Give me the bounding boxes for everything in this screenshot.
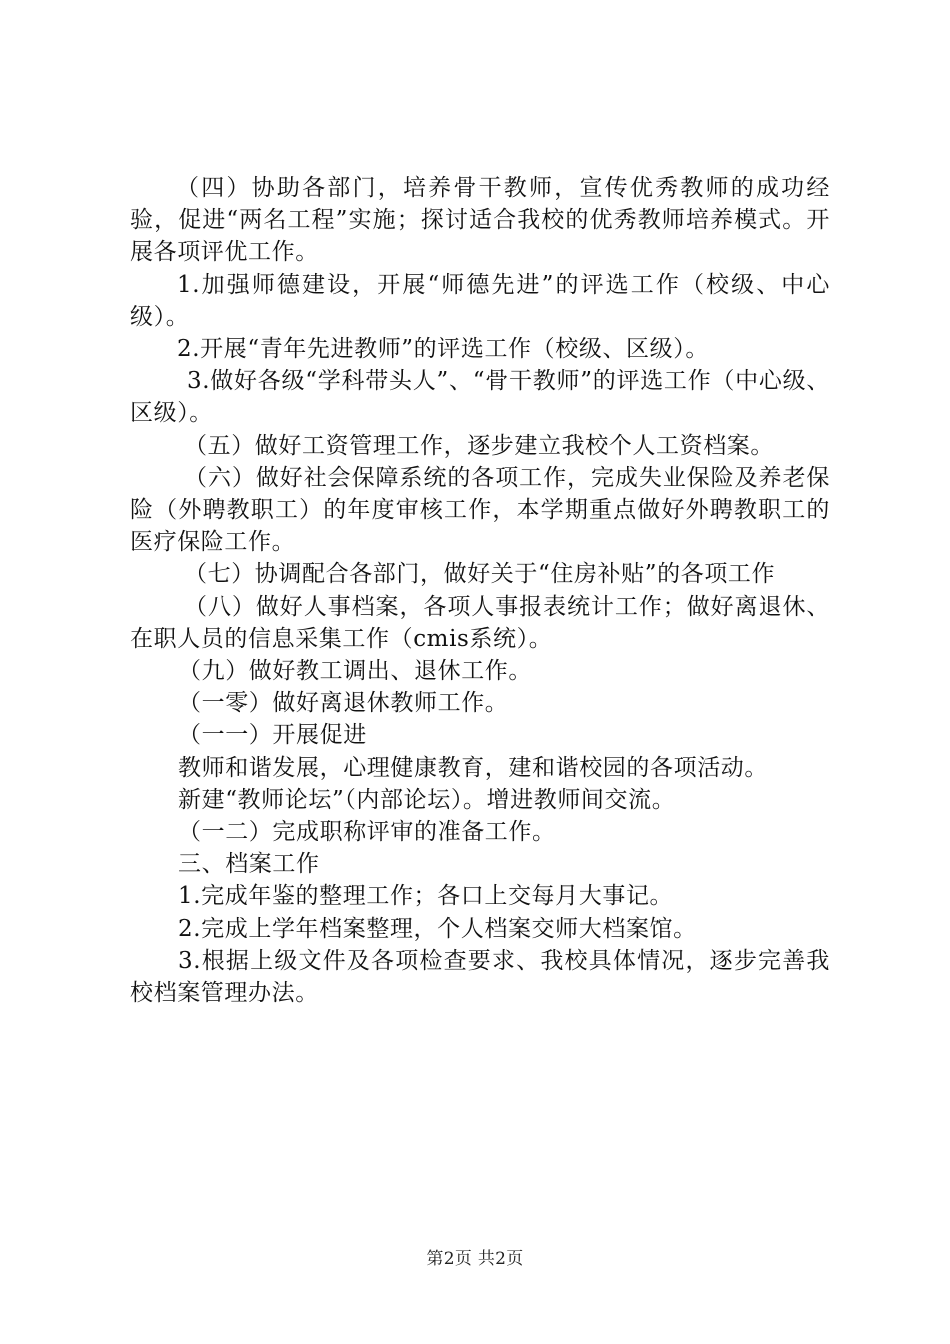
paragraph-section-4: （四）协助各部门，培养骨干教师，宣传优秀教师的成功经验，促进“两名工程”实施；探讨适合我校的优秀教师培养模式。开展各项评优工作。 (130, 175, 830, 266)
paragraph-item-3-subject-leaders: 3.做好各级“学科带头人”、“骨干教师”的评选工作（中心级、区级）。 (130, 368, 830, 427)
paragraph-archives-item-1: 1.完成年鉴的整理工作；各口上交每月大事记。 (178, 883, 674, 910)
paragraph-section-5: （五）做好工资管理工作，逐步建立我校个人工资档案。 (184, 432, 774, 459)
heading-archives-work: 三、档案工作 (178, 851, 320, 878)
paragraph-section-8: （八）做好人事档案，各项人事报表统计工作；做好离退休、在职人员的信息采集工作（cmis系统）。 (130, 593, 830, 652)
paragraph-section-7: （七）协调配合各部门，做好关于“住房补贴”的各项工作 (184, 561, 776, 588)
paragraph-section-9: （九）做好教工调出、退休工作。 (178, 658, 532, 685)
paragraph-section-10: （一零）做好离退休教师工作。 (178, 690, 509, 717)
paragraph-section-12: （一二）完成职称评审的准备工作。 (178, 819, 556, 846)
paragraph-section-6: （六）做好社会保障系统的各项工作，完成失业保险及养老保险（外聘教职工）的年度审核工作，本学期重点做好外聘教职工的医疗保险工作。 (130, 464, 830, 556)
paragraph-item-2-young-teachers: 2.开展“青年先进教师”的评选工作（校级、区级）。 (177, 336, 709, 363)
paragraph-item-1-teacher-ethics: 1.加强师德建设，开展“师德先进”的评选工作（校级、中心级）。 (130, 271, 830, 330)
paragraph-forum: 新建“教师论坛”（内部论坛）。增进教师间交流。 (178, 786, 676, 813)
paragraph-section-11: （一一）开展促进 (178, 722, 367, 749)
paragraph-harmony: 教师和谐发展，心理健康教育，建和谐校园的各项活动。 (178, 754, 768, 781)
paragraph-archives-item-3: 3.根据上级文件及各项检查要求、我校具体情况，逐步完善我校档案管理办法。 (130, 947, 830, 1007)
document-body (130, 172, 830, 1009)
paragraph-archives-item-2: 2.完成上学年档案整理，个人档案交师大档案馆。 (178, 915, 697, 942)
page-number-footer: 第2页 共2页 (426, 1249, 524, 1269)
